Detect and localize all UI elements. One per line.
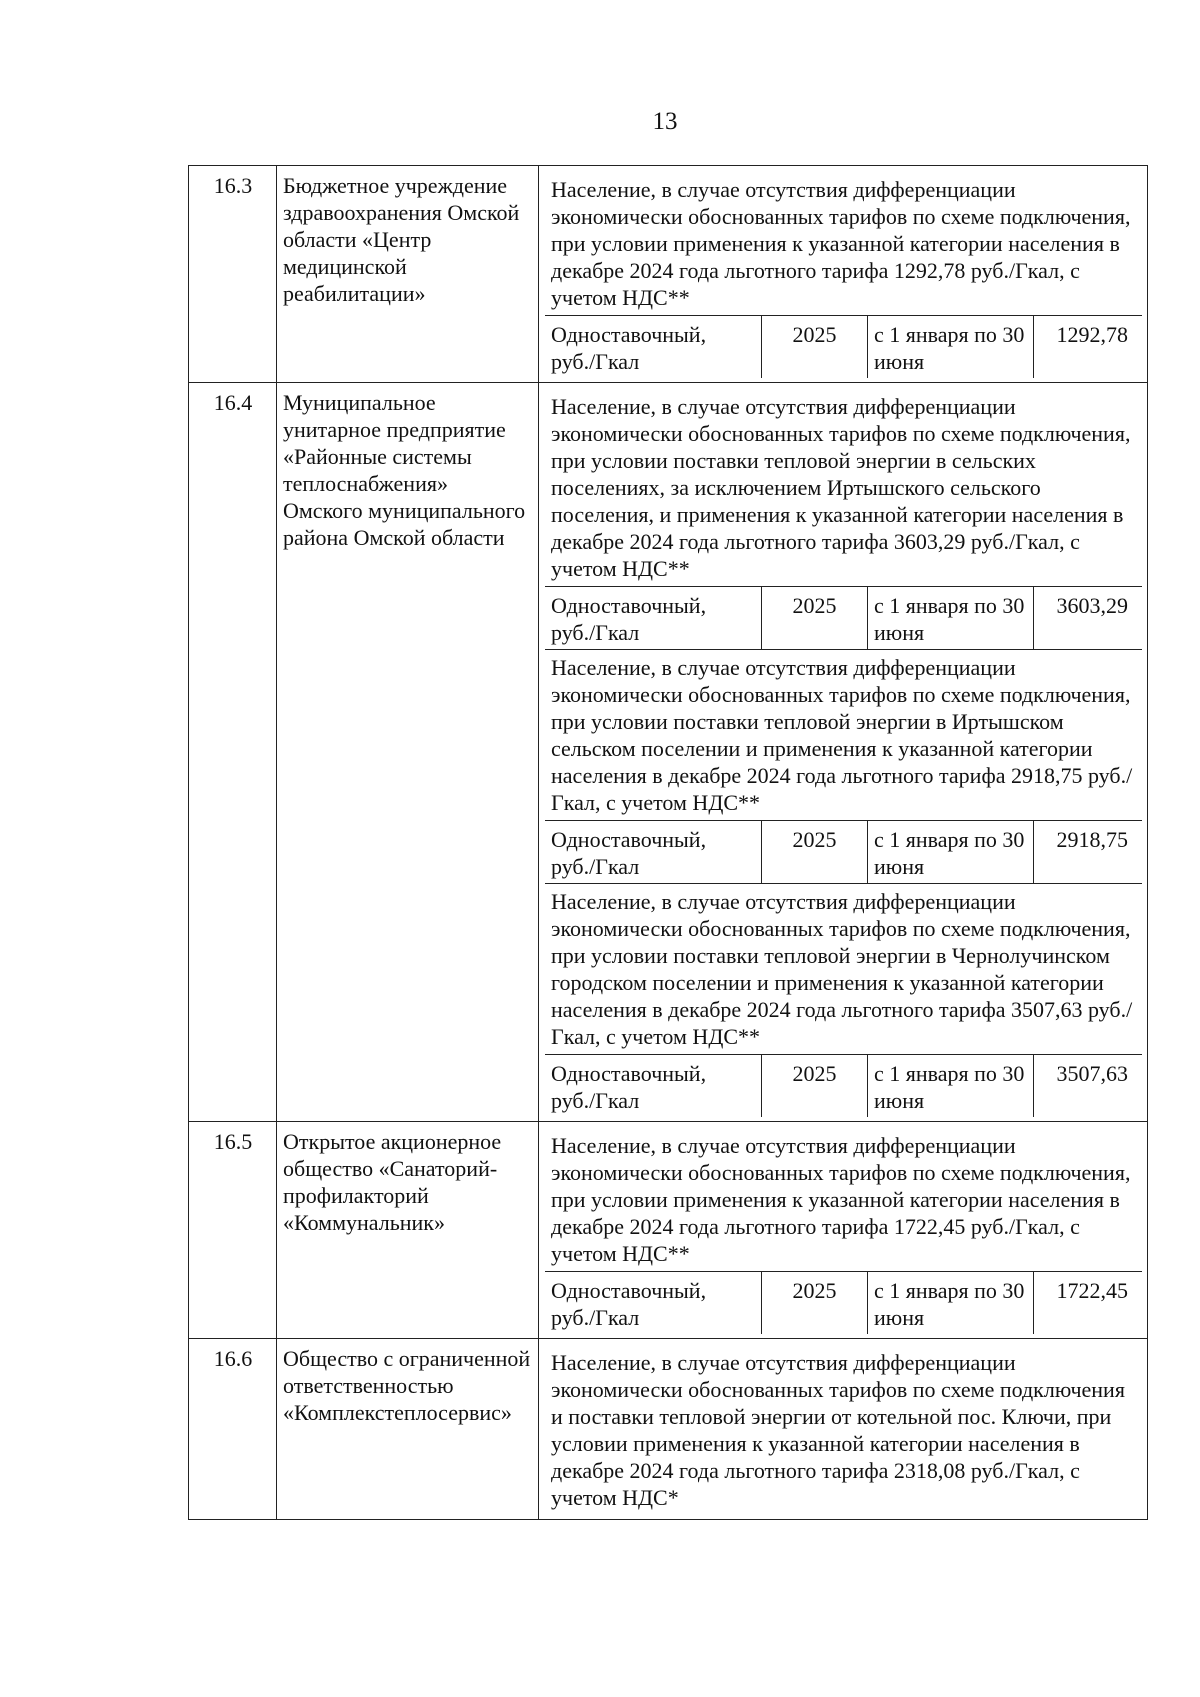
table-row [189,383,1148,1122]
table-row [189,1122,1148,1339]
consumer-category-description: Население, в случае отсутствия дифференциации экономически обоснованных тарифов по схеме подключения, при условии применения к указанной категории населения в декабре 2024 года льготного тарифа 1722,45 руб./Гкал, с учетом НДС** [545,1128,1142,1272]
row-number: 16.3 [189,166,277,383]
tariff-row [545,1272,1142,1334]
consumer-category-description: Население, в случае отсутствия дифференциации экономически обоснованных тарифов по схеме подключения, при условии поставки тепловой энергии в сельских поселениях, за исключением Иртышского сельского поселения, и применения к указанной категории населения в декабре 2024 года льготного тарифа 3603,29 руб./Гкал, с учетом НДС** [545,389,1142,587]
tariff-year: 2025 [762,316,868,378]
consumer-category-description: Население, в случае отсутствия дифференциации экономически обоснованных тарифов по схеме подключения, при условии поставки тепловой энергии в Чернолучинском городском поселении и применения к указанной категории населения в декабре 2024 года льготного тарифа 3507,63 руб./Гкал, с учетом НДС** [545,884,1142,1055]
tariff-table [188,165,1148,1520]
tariff-value: 3507,63 [1056,1061,1128,1086]
tariff-row [545,316,1142,378]
organization-name: Бюджетное учреждение здравоохранения Омской области «Центр медицинской реабилитации» [277,166,539,383]
tariff-row [545,1055,1142,1117]
organization-name: Открытое акционерное общество «Санаторий-профилакторий «Коммунальник» [277,1122,539,1339]
tariff-row [545,821,1142,884]
consumer-category-description: Население, в случае отсутствия дифференциации экономически обоснованных тарифов по схеме подключения, при условии применения к указанной категории населения в декабре 2024 года льготного тарифа 1292,78 руб./Гкал, с учетом НДС** [545,172,1142,316]
tariff-year: 2025 [762,1055,868,1117]
table-row [189,1339,1148,1520]
tariff-value: 1292,78 [1056,322,1128,347]
tariff-row [545,587,1142,650]
row-number: 16.4 [189,383,277,1122]
consumer-category-description: Население, в случае отсутствия дифференциации экономически обоснованных тарифов по схеме подключения и поставки тепловой энергии от котельной пос. Ключи, при условии применения к указанной категории населения в декабре 2024 года льготного тарифа 2318,08 руб./Гкал, с учетом НДС* [551,1350,1125,1510]
row-number: 16.5 [189,1122,277,1339]
table-row [189,166,1148,383]
organization-name: Муниципальное унитарное предприятие «Районные системы теплоснабжения» Омского муниципального района Омской области [277,383,539,1122]
tariff-blocks [539,1122,1148,1339]
tariff-period: с 1 января по 30 июня [868,1272,1034,1334]
tariff-type: Одноставочный, руб./Гкал [545,1055,762,1117]
tariff-value: 2918,75 [1056,827,1128,852]
tariff-table-body [189,166,1148,1520]
tariff-type: Одноставочный, руб./Гкал [545,316,762,378]
tariff-year: 2025 [762,587,868,649]
consumer-category-description: Население, в случае отсутствия дифференциации экономически обоснованных тарифов по схеме подключения, при условии поставки тепловой энергии в Иртышском сельском поселении и применения к указанной категории населения в декабре 2024 года льготного тарифа 2918,75 руб./Гкал, с учетом НДС** [545,650,1142,821]
tariff-blocks [539,383,1148,1122]
page-number: 13 [652,108,678,135]
organization-name: Общество с ограниченной ответственностью «Комплекстеплосервис» [277,1339,539,1520]
tariff-year: 2025 [762,821,868,883]
tariff-blocks [539,166,1148,383]
tariff-blocks [539,1339,1148,1520]
tariff-type: Одноставочный, руб./Гкал [545,587,762,649]
tariff-period: с 1 января по 30 июня [868,1055,1034,1117]
row-number: 16.6 [189,1339,277,1520]
tariff-type: Одноставочный, руб./Гкал [545,1272,762,1334]
tariff-period: с 1 января по 30 июня [868,587,1034,649]
tariff-period: с 1 января по 30 июня [868,316,1034,378]
tariff-period: с 1 января по 30 июня [868,821,1034,883]
tariff-type: Одноставочный, руб./Гкал [545,821,762,883]
tariff-value: 3603,29 [1056,593,1128,618]
tariff-value: 1722,45 [1056,1278,1128,1303]
tariff-year: 2025 [762,1272,868,1334]
